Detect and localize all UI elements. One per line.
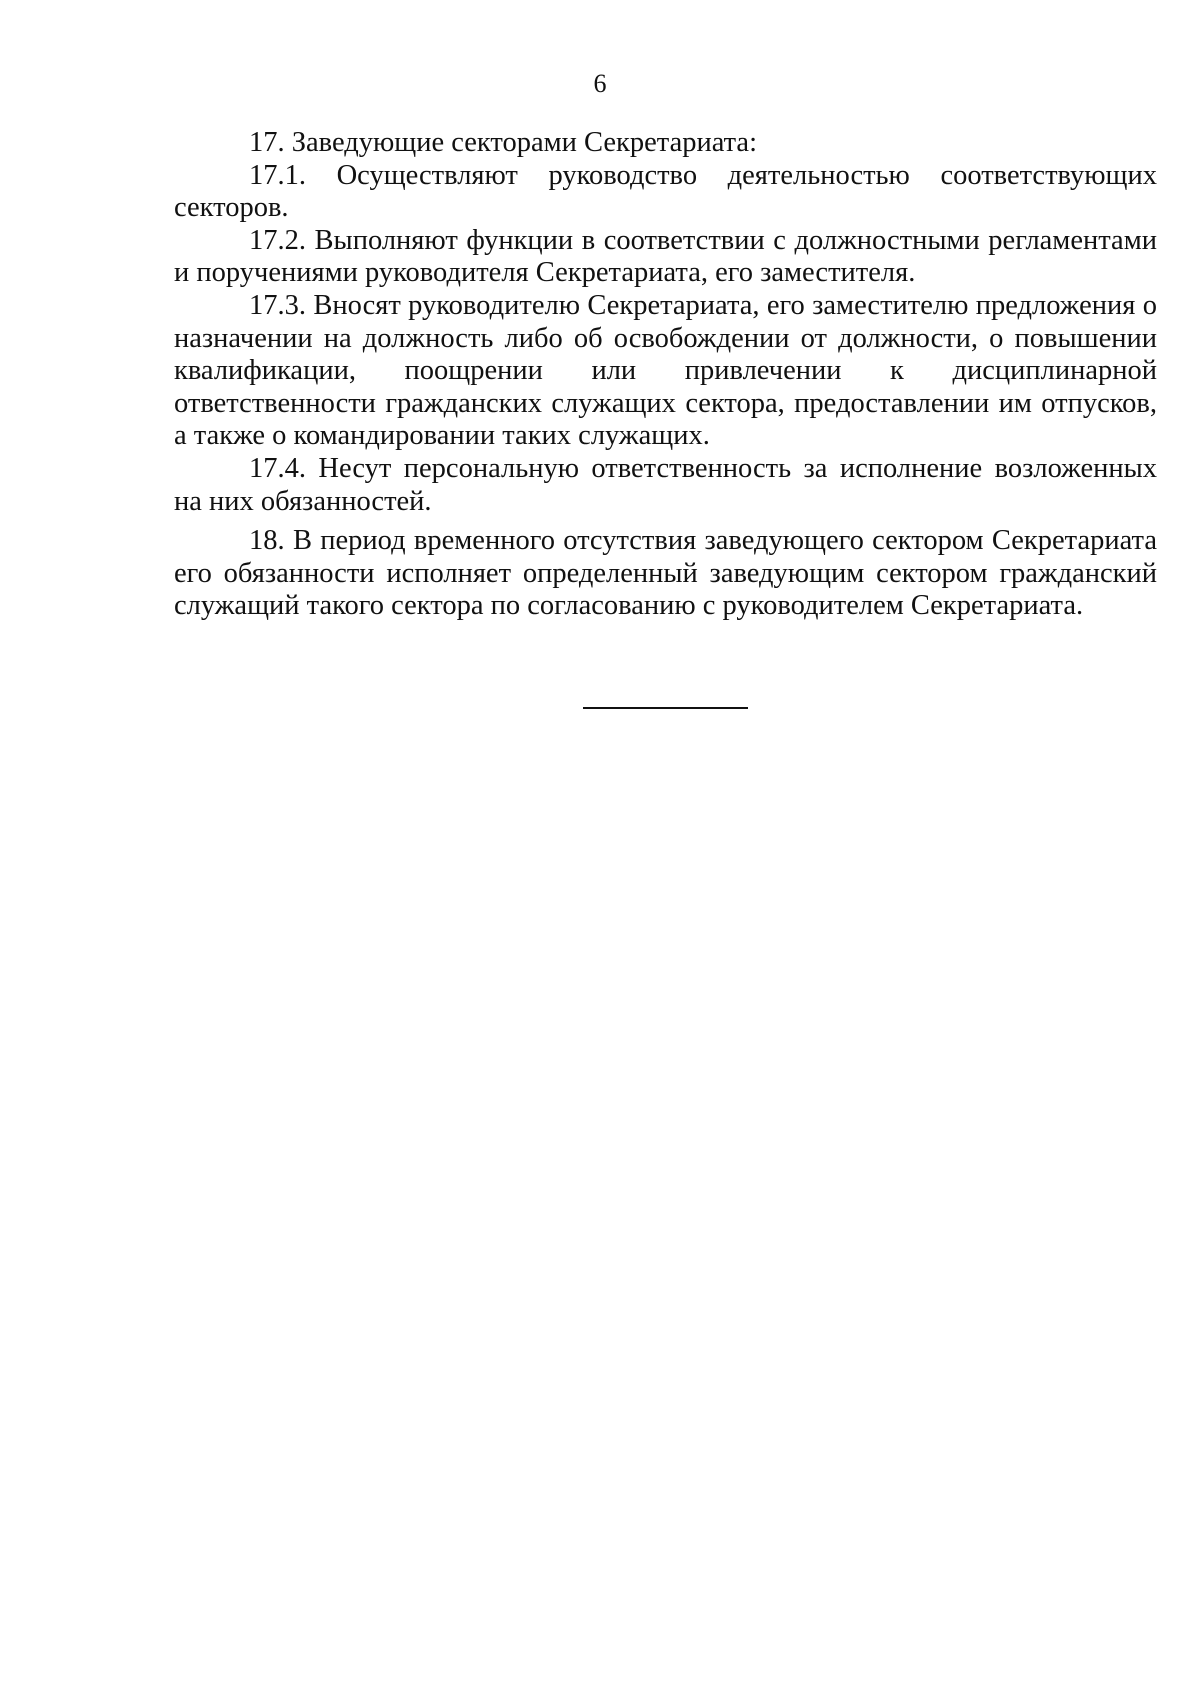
paragraph-17-4: 17.4. Несут персональную ответственность за исполнение возложенных на них обязанностей. bbox=[174, 452, 1157, 517]
end-of-document-rule bbox=[583, 707, 748, 709]
page-number: 6 bbox=[593, 69, 607, 98]
paragraph-17-3: 17.3. Вносят руководителю Секретариата, его заместителю предложения о назначении на должность либо об освобождении от должности, о повышении квалификации, поощрении или привлечении к дисциплинарной ответственности гражданских служащих сектора, предоставлении им отпусков, а также о командировании таких служащих. bbox=[174, 289, 1157, 452]
paragraph-18: 18. В период временного отсутствия заведующего сектором Секретариата его обязанности исполняет определенный заведующим сектором гражданский служащий такого сектора по согласованию с руководителем Секретариата. bbox=[174, 525, 1157, 622]
paragraph-17-1: 17.1. Осуществляют руководство деятельностью соответствующих секторов. bbox=[174, 159, 1157, 224]
document-body bbox=[174, 127, 1157, 623]
paragraph-17-2: 17.2. Выполняют функции в соответствии с должностными регламентами и поручениями руководителя Секретариата, его заместителя. bbox=[174, 224, 1157, 289]
paragraph-17: 17. Заведующие секторами Секретариата: bbox=[249, 127, 758, 158]
